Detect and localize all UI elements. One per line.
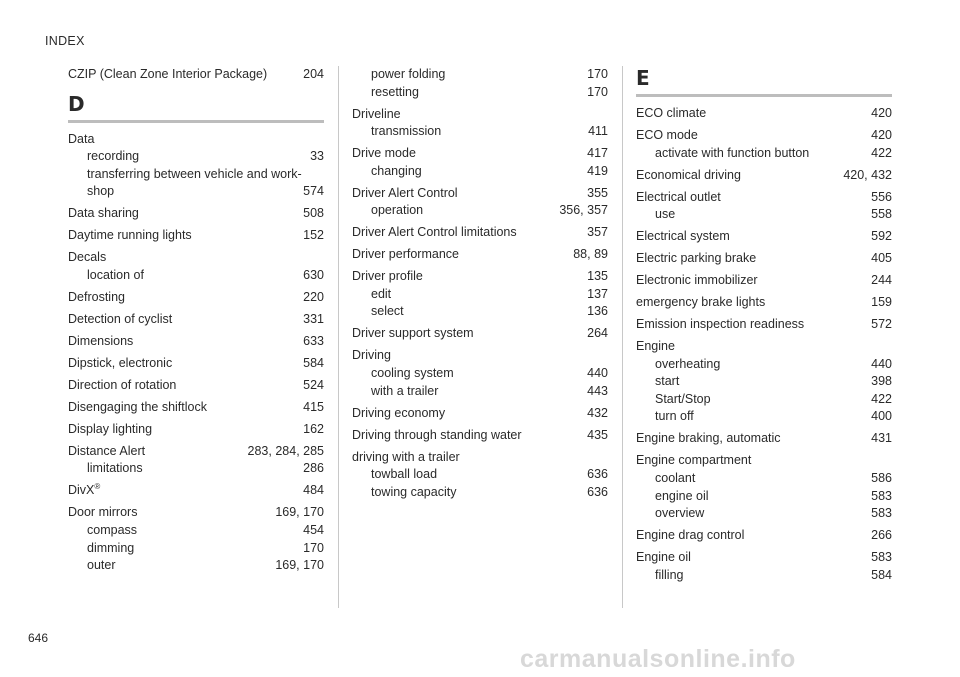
- page-reference: 592: [871, 229, 892, 244]
- index-entry: [68, 504, 324, 574]
- index-term: driving with a trailer: [352, 449, 460, 464]
- column-divider: [622, 66, 623, 608]
- index-term: Start/Stop: [655, 391, 711, 406]
- index-term: with a trailer: [371, 383, 439, 398]
- column-divider: [338, 66, 339, 608]
- index-term-row: [68, 504, 324, 522]
- index-term: turn off: [655, 409, 694, 424]
- index-entry: [68, 333, 324, 351]
- index-term-row: [636, 167, 892, 185]
- index-term: overview: [655, 506, 705, 521]
- index-term-row: [636, 105, 892, 123]
- index-entry: [636, 167, 892, 185]
- index-subentry: [636, 391, 892, 409]
- index-term-row: [636, 527, 892, 545]
- index-term-row: [68, 355, 324, 373]
- index-term: power folding: [371, 67, 446, 81]
- page-reference: 135: [587, 269, 608, 284]
- index-subentry: [352, 484, 608, 502]
- page-reference: 636: [587, 484, 608, 499]
- index-term-row: [352, 347, 608, 365]
- index-subentry: [636, 567, 892, 585]
- index-subentry: [352, 84, 608, 102]
- index-term-row: [352, 145, 608, 163]
- page-reference: 162: [303, 421, 324, 436]
- page-reference: 331: [303, 311, 324, 326]
- index-subentry: [68, 148, 324, 166]
- index-term: Disengaging the shiftlock: [68, 399, 207, 414]
- index-subentry: [352, 303, 608, 321]
- page-reference: 169, 170: [275, 505, 324, 520]
- page-reference: 355: [587, 185, 608, 200]
- index-term: Daytime running lights: [68, 228, 192, 243]
- page-reference: 137: [587, 286, 608, 301]
- index-column-2: [352, 66, 608, 506]
- index-entry: [68, 227, 324, 245]
- page-reference: 636: [587, 467, 608, 482]
- page-number: 646: [28, 631, 49, 645]
- index-term: Electric parking brake: [636, 251, 757, 266]
- page-reference: 420: [871, 106, 892, 120]
- index-entry: [68, 482, 324, 500]
- index-entry: [352, 66, 608, 101]
- index-term: Drive mode: [352, 146, 416, 161]
- index-term-row: [68, 205, 324, 223]
- index-term-row: [68, 311, 324, 329]
- index-term: Driver support system: [352, 326, 474, 341]
- index-term: Driveline: [352, 106, 401, 121]
- index-term: compass: [87, 522, 138, 537]
- index-term-row: [68, 289, 324, 307]
- page-reference: 584: [871, 567, 892, 582]
- index-term: shop: [87, 184, 115, 199]
- index-term: Driver profile: [352, 269, 423, 284]
- index-term-row: [636, 294, 892, 312]
- index-term: Emission inspection readiness: [636, 317, 805, 332]
- index-term: dimming: [87, 540, 135, 555]
- index-term-row: [68, 399, 324, 417]
- page-reference: 572: [871, 317, 892, 332]
- index-term: engine oil: [655, 488, 709, 503]
- index-term-row: [68, 421, 324, 439]
- index-term: Electronic immobilizer: [636, 273, 758, 288]
- index-entry: [68, 377, 324, 395]
- page-reference: 583: [871, 506, 892, 521]
- index-subentry: [636, 145, 892, 163]
- page-reference: 283, 284, 285: [247, 443, 324, 458]
- page-reference: 170: [303, 540, 324, 555]
- page-reference: 583: [871, 488, 892, 503]
- index-entry: [352, 347, 608, 400]
- index-term-row: [352, 449, 608, 467]
- index-subentry: [636, 505, 892, 523]
- index-term: Display lighting: [68, 421, 153, 436]
- index-term-row: [636, 338, 892, 356]
- page-reference: 420, 432: [843, 167, 892, 182]
- index-term: towball load: [371, 467, 438, 482]
- index-entry: [636, 105, 892, 123]
- index-term-row: [68, 66, 324, 84]
- index-subentry: [352, 163, 608, 181]
- index-term-row: [636, 549, 892, 567]
- index-term-row: [68, 227, 324, 245]
- index-term: operation: [371, 203, 424, 218]
- index-term: outer: [87, 558, 116, 573]
- index-subentry: [68, 460, 324, 478]
- index-entry: [68, 249, 324, 284]
- index-entry: [68, 421, 324, 439]
- page-reference: 264: [587, 326, 608, 341]
- index-term: activate with function button: [655, 145, 810, 160]
- page-reference: 419: [587, 163, 608, 178]
- index-entry: [636, 527, 892, 545]
- index-term: Engine drag control: [636, 528, 745, 543]
- page-reference: 435: [587, 427, 608, 442]
- page-reference: 420: [871, 127, 892, 142]
- index-subentry: [636, 408, 892, 426]
- index-term: CZIP (Clean Zone Interior Package): [68, 67, 268, 81]
- index-subentry: [352, 66, 608, 84]
- index-subentry: [636, 488, 892, 506]
- index-subentry: [352, 123, 608, 141]
- index-term-row: [352, 268, 608, 286]
- index-term: overheating: [655, 356, 721, 371]
- registered-mark: ®: [94, 482, 101, 492]
- index-entry: [352, 405, 608, 423]
- index-term: ECO climate: [636, 106, 707, 120]
- index-term: edit: [371, 286, 392, 301]
- index-entry: [636, 549, 892, 584]
- page-reference: 170: [587, 67, 608, 81]
- index-term: Dipstick, electronic: [68, 355, 173, 370]
- page-reference: 266: [871, 528, 892, 543]
- index-subentry: [636, 470, 892, 488]
- page-reference: 630: [303, 267, 324, 282]
- page-reference: 454: [303, 522, 324, 537]
- watermark-text: carmanualsonline.info: [520, 645, 796, 673]
- page-reference: 431: [871, 431, 892, 446]
- index-term-row: [68, 482, 324, 500]
- index-subentry: [68, 557, 324, 575]
- index-term: recording: [87, 149, 140, 164]
- index-term: filling: [655, 567, 684, 582]
- page-header: INDEX: [45, 34, 85, 48]
- index-subentry: [68, 522, 324, 540]
- page-reference: 398: [871, 374, 892, 389]
- section-rule: [68, 120, 324, 123]
- page-reference: 583: [871, 550, 892, 565]
- index-entry: [636, 189, 892, 224]
- index-entry: [352, 325, 608, 343]
- page-reference: 88, 89: [573, 247, 608, 262]
- index-entry: [636, 452, 892, 522]
- index-entry: [352, 185, 608, 220]
- index-term-row: [68, 377, 324, 395]
- page-reference: 400: [871, 409, 892, 424]
- index-entry: [68, 131, 324, 201]
- page-reference: 356, 357: [559, 203, 608, 218]
- page-reference: 357: [587, 225, 608, 240]
- index-entry: [636, 430, 892, 448]
- index-term: changing: [371, 163, 422, 178]
- index-subentry: [68, 183, 324, 201]
- index-entry: [636, 272, 892, 290]
- index-term: Direction of rotation: [68, 377, 177, 392]
- index-term-row: [636, 430, 892, 448]
- index-term-row: [352, 106, 608, 124]
- index-term: use: [655, 207, 676, 222]
- index-term: Engine braking, automatic: [636, 431, 781, 446]
- index-term-row: [636, 272, 892, 290]
- index-entry: [68, 399, 324, 417]
- page-reference: 33: [310, 149, 324, 164]
- page-reference: 556: [871, 189, 892, 204]
- index-term-row: [352, 427, 608, 445]
- index-term: Economical driving: [636, 167, 741, 182]
- index-entry: [68, 443, 324, 478]
- index-term: emergency brake lights: [636, 295, 766, 310]
- index-subentry: [352, 202, 608, 220]
- index-term: cooling system: [371, 366, 454, 381]
- index-subentry: [636, 356, 892, 374]
- index-term-row: [352, 246, 608, 264]
- index-entry: [352, 427, 608, 445]
- page-reference: 159: [871, 295, 892, 310]
- index-entry: [636, 250, 892, 268]
- page-reference: 415: [303, 399, 324, 414]
- page-reference: 633: [303, 333, 324, 348]
- index-term: transferring between vehicle and work-: [87, 166, 302, 181]
- index-term: Driver Alert Control limitations: [352, 225, 517, 240]
- page-reference: 508: [303, 206, 324, 221]
- index-term: Decals: [68, 250, 107, 265]
- page-reference: 440: [871, 356, 892, 371]
- index-term-row: [68, 249, 324, 267]
- index-entry: [68, 66, 324, 84]
- page-reference: 586: [871, 470, 892, 485]
- index-term: Driver performance: [352, 247, 459, 262]
- index-term: Driving through standing water: [352, 427, 522, 442]
- page-reference: 169, 170: [275, 558, 324, 573]
- index-entry: [352, 268, 608, 321]
- index-term: resetting: [371, 84, 419, 99]
- page-reference: 574: [303, 184, 324, 199]
- index-term-row: [352, 325, 608, 343]
- index-term: coolant: [655, 470, 696, 485]
- index-column-3: [636, 66, 892, 589]
- index-subentry: [68, 540, 324, 558]
- page-reference: 220: [303, 289, 324, 304]
- index-entry: [68, 205, 324, 223]
- index-term: Engine compartment: [636, 453, 752, 468]
- index-term: Data sharing: [68, 206, 139, 221]
- page-reference: 405: [871, 251, 892, 266]
- section-letter: D: [68, 91, 85, 116]
- index-term-row: [352, 185, 608, 203]
- index-subentry: [352, 383, 608, 401]
- index-term-row: [636, 452, 892, 470]
- index-term-row: [352, 405, 608, 423]
- index-term-row: [636, 228, 892, 246]
- index-term: Engine: [636, 339, 675, 354]
- index-term: ECO mode: [636, 127, 698, 142]
- page-reference: 417: [587, 146, 608, 161]
- index-term: Data: [68, 131, 95, 146]
- page-reference: 432: [587, 405, 608, 420]
- index-term: Defrosting: [68, 289, 125, 304]
- index-term: Electrical system: [636, 229, 730, 244]
- index-term: Driving economy: [352, 405, 446, 420]
- index-entry: [68, 311, 324, 329]
- index-subentry: [636, 206, 892, 224]
- index-term: Detection of cyclist: [68, 311, 173, 326]
- index-term-row: [636, 316, 892, 334]
- index-term-row: [636, 250, 892, 268]
- index-term-row: [636, 127, 892, 145]
- index-entry: [636, 338, 892, 426]
- index-term: transmission: [371, 124, 442, 139]
- page-reference: 244: [871, 273, 892, 288]
- index-entry: [68, 289, 324, 307]
- index-term-row: [68, 131, 324, 149]
- index-term: Driving: [352, 348, 391, 363]
- page-reference: 443: [587, 383, 608, 398]
- page-reference: 152: [303, 228, 324, 243]
- page-reference: 422: [871, 145, 892, 160]
- index-entry: [352, 449, 608, 502]
- index-entry: [352, 246, 608, 264]
- index-term: Door mirrors: [68, 505, 138, 520]
- index-entry: [352, 145, 608, 180]
- page-reference: 411: [588, 124, 608, 139]
- page-reference: 524: [303, 377, 324, 392]
- index-subentry: [352, 365, 608, 383]
- section-letter: E: [636, 66, 650, 90]
- index-term: DivX®: [68, 482, 101, 498]
- index-term: Engine oil: [636, 550, 691, 565]
- index-term: Dimensions: [68, 333, 134, 348]
- index-entry: [352, 106, 608, 141]
- page-reference: 584: [303, 355, 324, 370]
- index-term: towing capacity: [371, 484, 457, 499]
- index-column-1: [68, 66, 324, 579]
- index-subentry: [636, 373, 892, 391]
- index-subentry: [352, 466, 608, 484]
- page-reference: 286: [303, 461, 324, 476]
- index-term: Distance Alert: [68, 443, 146, 458]
- index-term: start: [655, 374, 680, 389]
- index-term: limitations: [87, 461, 143, 476]
- page-reference: 558: [871, 207, 892, 222]
- page-reference: 440: [587, 366, 608, 381]
- index-subentry: [68, 267, 324, 285]
- page-reference: 484: [303, 483, 324, 498]
- index-entry: [636, 228, 892, 246]
- index-subentry: [352, 286, 608, 304]
- index-entry: [352, 224, 608, 242]
- index-term-row: [68, 443, 324, 461]
- index-term: Electrical outlet: [636, 189, 721, 204]
- index-term: select: [371, 304, 404, 319]
- index-subentry: [68, 166, 324, 184]
- page-reference: 204: [303, 67, 324, 81]
- index-entry: [636, 316, 892, 334]
- page-reference: 422: [871, 391, 892, 406]
- page-reference: 170: [587, 84, 608, 99]
- index-term-row: [636, 189, 892, 207]
- index-entry: [636, 294, 892, 312]
- index-entry: [636, 127, 892, 162]
- section-rule: [636, 94, 892, 97]
- index-term-row: [352, 224, 608, 242]
- page-reference: 136: [587, 304, 608, 319]
- index-term: Driver Alert Control: [352, 185, 458, 200]
- index-term: location of: [87, 267, 144, 282]
- index-term-row: [68, 333, 324, 351]
- index-entry: [68, 355, 324, 373]
